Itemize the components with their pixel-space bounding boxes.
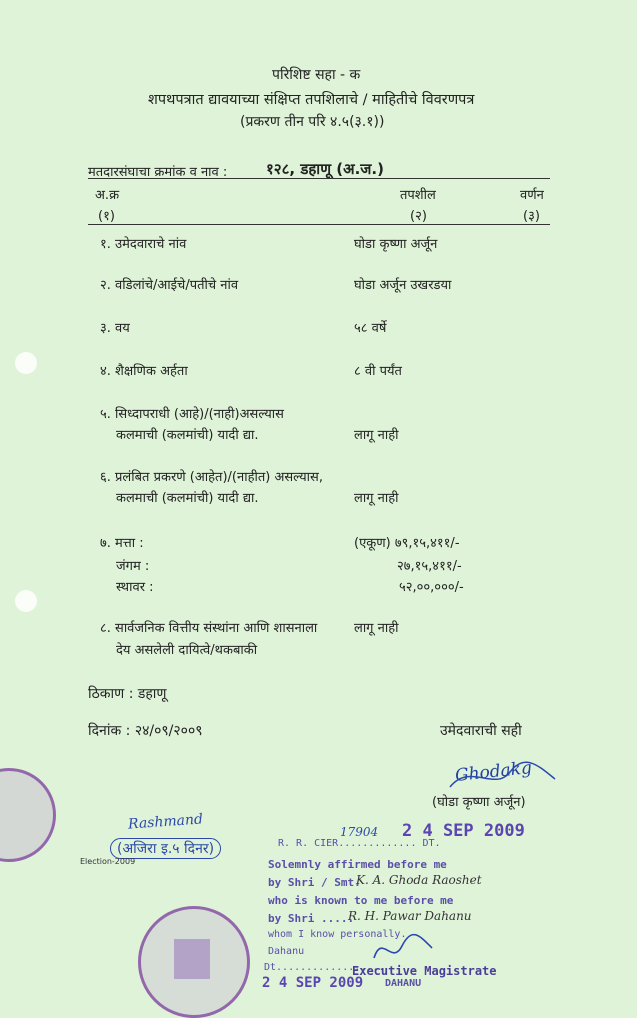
- stamp-line-4-handwriting: R. H. Pawar Dahanu: [348, 909, 472, 923]
- col-header-description: वर्णन: [520, 188, 544, 203]
- candidate-name-under-signature: (घोडा कृष्णा अर्जून): [432, 795, 526, 810]
- stamp-line-3: who is known to me before me: [268, 894, 454, 907]
- col-number-2: (२): [410, 209, 427, 224]
- assets-label: ७. मत्ता :: [100, 536, 144, 551]
- official-seal-left: [0, 768, 56, 862]
- row-label-continued: कलमाची (कलमांची) यादी द्या.: [116, 428, 259, 443]
- candidate-signature: Ghodakg: [454, 758, 533, 786]
- place: ठिकाण : डहाणू: [88, 686, 167, 702]
- stamp-register-prefix: R. R. CIER............. DT.: [278, 838, 441, 849]
- row-label: ५. सिध्दापराधी (आहे)/(नाही)असल्यास: [100, 407, 284, 422]
- election-label: Election-2009: [80, 857, 136, 866]
- signature-scribble-icon: [440, 757, 560, 797]
- stamp-line-2: by Shri / Smt.: [268, 876, 361, 889]
- candidate-signature-label: उमेदवाराची सही: [440, 723, 522, 739]
- date: दिनांक : २४/०९/२००९: [88, 723, 203, 739]
- assets-movable-label: जंगम :: [116, 559, 150, 574]
- stamp-register-number: 17904: [340, 825, 379, 839]
- row-value: ५८ वर्षे: [354, 321, 387, 336]
- magistrate-signature-icon: [368, 928, 438, 968]
- constituency-value: १२८, डहाणू (अ.ज.): [266, 160, 384, 178]
- appendix-label: परिशिष्ट सहा - क: [272, 67, 361, 83]
- stamp-bottom-date: 2 4 SEP 2009: [262, 975, 364, 991]
- assets-immovable-label: स्थावर :: [116, 580, 154, 595]
- row-label: ६. प्रलंबित प्रकरणे (आहेत)/(नाहीत) असल्यास,: [100, 470, 323, 485]
- row-value: ८ वी पर्यंत: [354, 364, 402, 379]
- punch-hole-bottom: [15, 590, 37, 612]
- handwritten-signature: Rashmand: [127, 811, 204, 833]
- row-value: घोडा कृष्णा अर्जून: [354, 237, 438, 252]
- row-label: २. वडिलांचे/आईचे/पतीचे नांव: [100, 278, 239, 293]
- stamp-line-1: Solemnly affirmed before me: [268, 858, 447, 871]
- liabilities-value: लागू नाही: [354, 621, 399, 636]
- stamp-line-2-handwriting: K. A. Ghoda Raoshet: [356, 873, 482, 887]
- document-title: शपथपत्रात द्यावयाच्या संक्षिप्त तपशिलाचे / माहितीचे विवरणपत्र: [148, 92, 475, 108]
- liabilities-label: ८. सार्वजनिक वित्तीय संस्थांना आणि शासनाला: [100, 621, 318, 636]
- stamp-place: DAHANU: [385, 978, 422, 989]
- col-number-3: (३): [523, 209, 540, 224]
- row-value: लागू नाही: [354, 491, 399, 506]
- assets-movable: २७,१५,४११/-: [397, 559, 462, 574]
- rule-top: [88, 178, 550, 179]
- handwritten-note: (अजिरा इ.५ दिनर): [110, 838, 221, 859]
- constituency-label: मतदारसंघाचा क्रमांक व नाव :: [88, 165, 228, 180]
- stamp-line-7: Dt..................: [264, 962, 385, 973]
- stamp-line-5: whom I know personally.: [268, 929, 407, 940]
- row-label: ४. शैक्षणिक अर्हता: [100, 364, 188, 379]
- punch-hole-top: [15, 352, 37, 374]
- row-label: १. उमेदवाराचे नांव: [100, 237, 187, 252]
- row-value: घोडा अर्जून उखरडया: [354, 278, 452, 293]
- row-label-continued: कलमाची (कलमांची) यादी द्या.: [116, 491, 259, 506]
- stamp-line-6: Dahanu: [268, 946, 305, 957]
- document-subtitle: (प्रकरण तीन परि ४.५(३.१)): [240, 114, 385, 130]
- stamp-magistrate: Executive Magistrate: [352, 964, 497, 978]
- col-header-serial: अ.क्र: [95, 188, 120, 203]
- liabilities-label-continued: देय असलेली दायित्वे/थकबाकी: [116, 643, 258, 658]
- official-seal-bottom: [138, 906, 250, 1018]
- rule-header: [88, 224, 550, 225]
- stamp-line-4: by Shri .....: [268, 912, 355, 925]
- row-value: लागू नाही: [354, 428, 399, 443]
- assets-total: (एकूण) ७९,१५,४११/-: [354, 536, 460, 551]
- assets-immovable: ५२,००,०००/-: [399, 580, 464, 595]
- stamp-date: 2 4 SEP 2009: [402, 821, 525, 841]
- col-number-1: (१): [98, 209, 115, 224]
- row-label: ३. वय: [100, 321, 130, 336]
- col-header-details: तपशील: [400, 188, 436, 203]
